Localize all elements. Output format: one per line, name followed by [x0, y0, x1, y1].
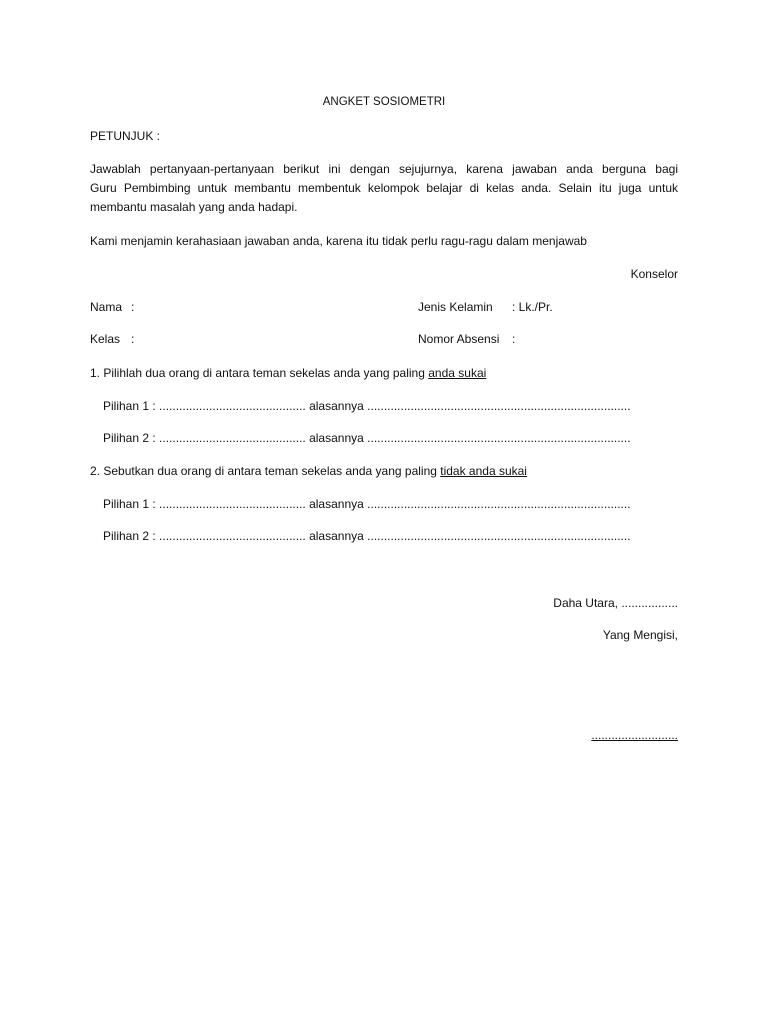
class-field-label: Kelas [90, 332, 121, 346]
absence-number-colon: : [512, 332, 516, 346]
question-2 [90, 462, 527, 480]
q2-choice-2-reason-blank: ............................................................................... [367, 529, 631, 543]
q2-choice-2-label: Pilihan 2 : [103, 529, 156, 543]
q1-choice-1-name-blank: ............................................ [159, 399, 306, 413]
counselor-label: Konselor [630, 267, 678, 281]
q2-choice-1-reason-blank: ............................................................................... [367, 497, 631, 511]
instructions-line: Guru Pembimbing untuk membantu membentuk kelompok belajar di kelas anda. Selain itu juga untuk [90, 181, 678, 195]
name-field-label: Nama [90, 300, 123, 314]
document-title: ANGKET SOSIOMETRI [322, 96, 446, 108]
class-field-colon: : [131, 332, 135, 346]
question-2-emphasis: tidak anda sukai [440, 464, 527, 478]
q1-choice-2-reason-blank: ............................................................................... [367, 431, 631, 445]
question-1 [90, 364, 486, 382]
signer-label: Yang Mengisi, [602, 628, 678, 642]
question-1-text: 1. Pilihlah dua orang di antara teman sekelas anda yang paling [90, 366, 429, 380]
gender-field-label: Jenis Kelamin [418, 300, 493, 314]
q1-choice-2-name-blank: ............................................ [159, 431, 306, 445]
q1-choice-2-label: Pilihan 2 : [103, 431, 156, 445]
absence-number-label: Nomor Absensi [418, 332, 500, 346]
q2-choice-1-label: Pilihan 1 : [103, 497, 156, 511]
confidentiality-statement: Kami menjamin kerahasiaan jawaban anda, karena itu tidak perlu ragu-ragu dalam menjawab [90, 234, 587, 248]
name-field-colon: : [131, 300, 135, 314]
q2-choice-2-row [103, 527, 631, 545]
q2-choice-1-name-blank: ............................................ [159, 497, 306, 511]
q2-choice-1-row [103, 495, 631, 513]
q2-choice-2-name-blank: ............................................ [159, 529, 306, 543]
instructions-heading: PETUNJUK : [90, 129, 161, 143]
q2-choice-2-reason-label: alasannya [309, 529, 364, 543]
instructions-paragraph [90, 160, 678, 217]
q1-choice-1-reason-label: alasannya [309, 399, 364, 413]
signature-line: .......................... [591, 728, 678, 742]
instructions-line: membantu masalah yang anda hadapi. [90, 200, 298, 214]
instructions-line: Jawablah pertanyaan-pertanyaan berikut ini dengan sejujurnya, karena jawaban anda berguna bagi [90, 162, 678, 176]
q1-choice-1-label: Pilihan 1 : [103, 399, 156, 413]
question-2-text: 2. Sebutkan dua orang di antara teman sekelas anda yang paling [90, 464, 441, 478]
question-1-emphasis: anda sukai [428, 366, 487, 380]
q2-choice-1-reason-label: alasannya [309, 497, 364, 511]
q1-choice-1-row [103, 397, 631, 415]
place-date-line: Daha Utara, ................. [553, 596, 678, 610]
q1-choice-2-row [103, 429, 631, 447]
gender-field-value: : Lk./Pr. [512, 300, 553, 314]
q1-choice-2-reason-label: alasannya [309, 431, 364, 445]
q1-choice-1-reason-blank: ............................................................................... [367, 399, 631, 413]
